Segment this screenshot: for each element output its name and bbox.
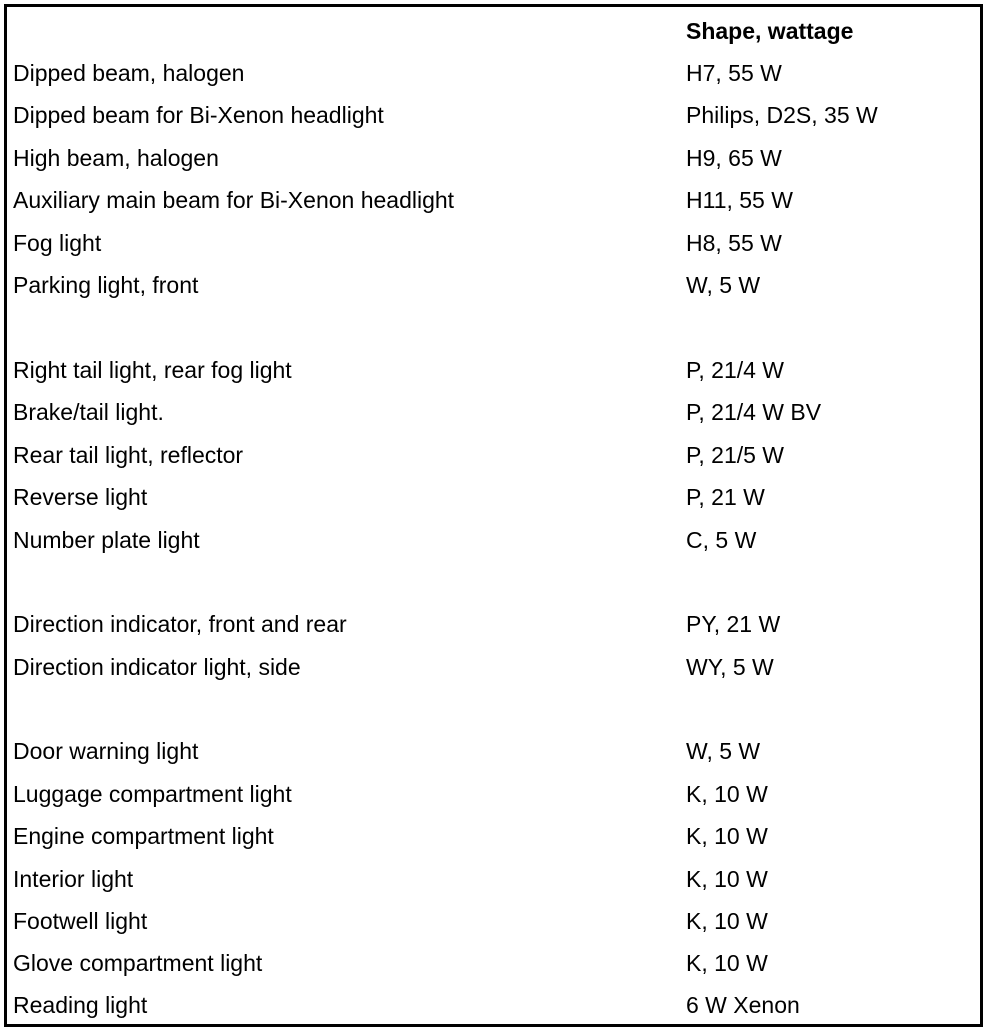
- bulb-table-frame: [4, 4, 983, 1027]
- bulb-spec: PY, 21 W: [686, 611, 781, 637]
- bulb-spec: H8, 55 W: [686, 230, 782, 256]
- bulb-spec: H9, 65 W: [686, 145, 782, 171]
- bulb-name: Luggage compartment light: [13, 781, 292, 807]
- bulb-spec: P, 21/5 W: [686, 442, 785, 468]
- bulb-name: Direction indicator light, side: [13, 654, 301, 680]
- bulb-spec: H7, 55 W: [686, 60, 782, 86]
- table-row: [7, 730, 980, 772]
- bulb-name: Reading light: [13, 992, 148, 1018]
- bulb-spec: W, 5 W: [686, 272, 761, 298]
- table-row: [7, 984, 980, 1026]
- bulb-spec: P, 21 W: [686, 484, 765, 510]
- bulb-name: Brake/tail light.: [13, 399, 164, 425]
- table-row: [7, 52, 980, 94]
- table-row: [7, 137, 980, 179]
- bulb-spec: K, 10 W: [686, 908, 768, 934]
- bulb-name: Right tail light, rear fog light: [13, 357, 292, 383]
- table-row: [7, 264, 980, 306]
- bulb-name: Direction indicator, front and rear: [13, 611, 347, 637]
- table-row: [7, 391, 980, 433]
- bulb-spec: P, 21/4 W BV: [686, 399, 822, 425]
- bulb-name: Parking light, front: [13, 272, 199, 298]
- table-row: [7, 519, 980, 561]
- table-row: [7, 603, 980, 645]
- bulb-spec: Philips, D2S, 35 W: [686, 102, 878, 128]
- bulb-spec: H11, 55 W: [686, 187, 793, 213]
- bulb-name: Footwell light: [13, 908, 148, 934]
- table-row: [7, 773, 980, 815]
- table-row: [7, 222, 980, 264]
- bulb-spec: K, 10 W: [686, 950, 768, 976]
- table-row: [7, 94, 980, 136]
- bulb-name: Reverse light: [13, 484, 148, 510]
- bulb-name: Dipped beam for Bi-Xenon headlight: [13, 102, 384, 128]
- bulb-spec: W, 5 W: [686, 738, 761, 764]
- table-row: [7, 646, 980, 688]
- bulb-name: Dipped beam, halogen: [13, 60, 245, 86]
- table-row: [7, 900, 980, 942]
- bulb-spec: P, 21/4 W: [686, 357, 785, 383]
- table-row: [7, 942, 980, 984]
- bulb-spec: K, 10 W: [686, 823, 768, 849]
- bulb-spec: WY, 5 W: [686, 654, 774, 680]
- table-row: [7, 858, 980, 900]
- bulb-name: Fog light: [13, 230, 102, 256]
- bulb-spec: 6 W Xenon: [686, 992, 800, 1018]
- bulb-name: Door warning light: [13, 738, 199, 764]
- table-row: [7, 815, 980, 857]
- bulb-name: Interior light: [13, 866, 134, 892]
- bulb-name: Engine compartment light: [13, 823, 274, 849]
- bulb-name: Number plate light: [13, 527, 200, 553]
- bulb-name: Glove compartment light: [13, 950, 263, 976]
- bulb-name: Auxiliary main beam for Bi-Xenon headlight: [13, 187, 455, 213]
- table-header-row: [7, 10, 980, 52]
- header-shape-wattage: Shape, wattage: [686, 18, 854, 44]
- bulb-spec: K, 10 W: [686, 866, 768, 892]
- bulb-spec: K, 10 W: [686, 781, 768, 807]
- table-row: [7, 179, 980, 221]
- table-row: [7, 434, 980, 476]
- bulb-spec: C, 5 W: [686, 527, 757, 553]
- table-row: [7, 476, 980, 518]
- bulb-name: High beam, halogen: [13, 145, 219, 171]
- table-row: [7, 349, 980, 391]
- bulb-name: Rear tail light, reflector: [13, 442, 244, 468]
